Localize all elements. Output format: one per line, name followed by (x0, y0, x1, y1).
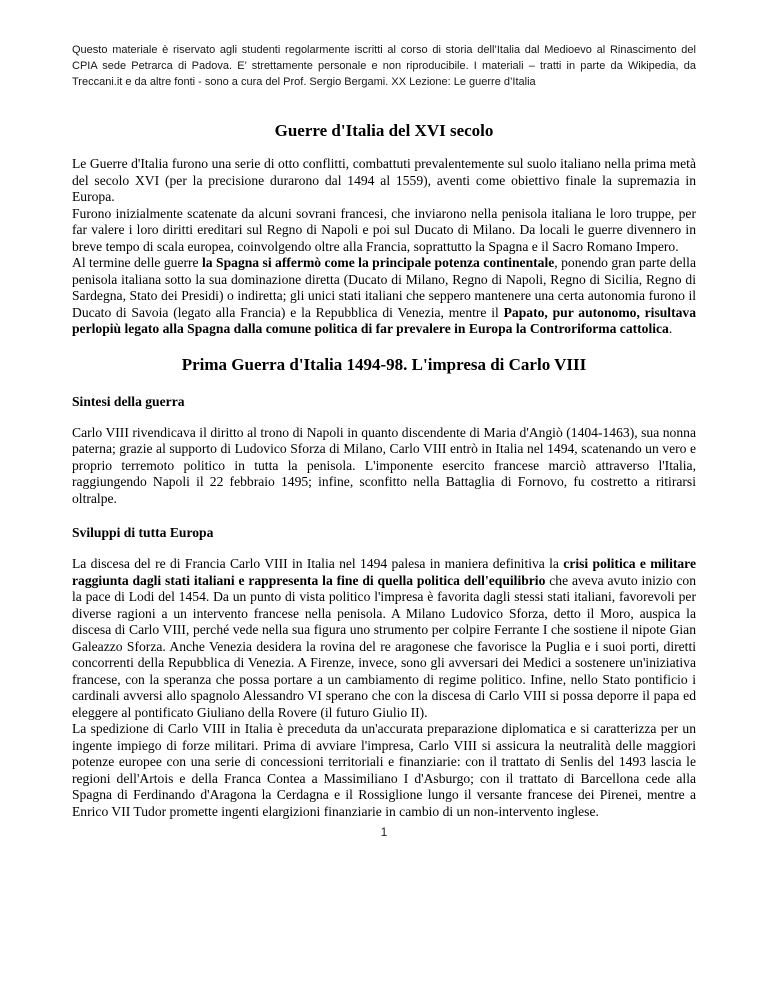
text-run: Le Guerre d'Italia furono una serie di otto conflitti, combattuti prevalentemente sul suolo italiano nella prima metà del secolo XVI (per la precisione durarono dal 1494 al 1559), aventi come obiettivo finale la supremazia in Europa. (72, 156, 696, 204)
section-subheading: Sviluppi di tutta Europa (72, 525, 214, 540)
paragraph (72, 206, 696, 256)
text-run: Furono inizialmente scatenate da alcuni sovrani francesi, che inviarono nella penisola italiana le loro truppe, per far valere i loro diritti ereditari sul Regno di Napoli e poi sul Ducato di Milano. Da locali le guerre divennero in breve tempo di scala europea, coinvolgendo oltre alla Francia, soprattutto la Spagna e il Sacro Romano Impero. (72, 205, 696, 254)
text-run: che aveva avuto inizio con la pace di Lodi del 1454. Da un punto di vista politico l'impresa è favorita dagli stessi stati italiani, favorevoli per diverse ragioni a un intervento francese nella penisola. A Milano Ludovico Sforza, detto il Moro, auspica la discesa di Carlo VIII, perché vede nella sua figura uno strumento per colpire Ferrante I che sostiene il nipote Gian Galeazzo Sforza. Anche Venezia desidera la rovina del re aragonese che favorisce la Puglia e i suoi porti, diretti concorrenti della Repubblica di Venezia. A Firenze, invece, sono gli avversari dei Medici a sostenere un'iniziativa francese, con la speranza che possa portare a un cambiamento di regime politico. Infine, nello Stato pontificio i cardinali avversi allo spagnolo Alessandro VI sperano che con la discesa di Carlo VIII si possa deporre il papa ed eleggere al pontificato Giuliano della Rovere (il futuro Giulio II). (72, 572, 696, 720)
text-run: , ponendo gran parte della penisola italiana sotto la sua dominazione diretta (Ducato di Milano, Regno di Napoli, Regno di Sicilia, Regno di Sardegna, Stato dei Presidi) o indiretta; gli unici stati italiani che seppero mantenere una certa autonomia furono il Ducato di Savoia (legato alla Francia) e la Repubblica di Venezia, mentre il (72, 255, 696, 320)
section-title: Prima Guerra d'Italia 1494-98. L'impresa di Carlo VIII (181, 354, 587, 374)
section-title: Guerre d'Italia del XVI secolo (274, 121, 494, 140)
bold-text-run: crisi politica e militare raggiunta dagli stati italiani e rappresenta la fine di quella politica dell'equilibrio (72, 556, 697, 588)
header-disclaimer-note: Questo materiale è riservato agli studenti regolarmente iscritti al corso di storia dell’Italia dal Medioevo al Rinascimento del CPIA sede Petrarca di Padova. E’ strettamente personale e non riproducibile. I materiali – tratti in parte da Wikipedia, da Treccani.it e da altre fonti - sono a cura del Prof. Sergio Bergami. XX Lezione: Le guerre d’Italia (72, 44, 696, 88)
paragraph (72, 425, 696, 508)
bold-text-run: la Spagna si affermò come la principale potenza continentale (202, 255, 555, 270)
paragraph (72, 255, 696, 338)
bold-text-run: Papato, pur autonomo, risultava perlopiù legato alla Spagna dalla comune politica di far prevalere in Europa la Controriforma cattolica (72, 304, 696, 336)
text-run: La discesa del re di Francia Carlo VIII in Italia nel 1494 palesa in maniera definitiva la (72, 556, 564, 571)
page-number: 1 (380, 825, 388, 839)
text-run: La spedizione di Carlo VIII in Italia è preceduta da un'accurata preparazione diplomatica e si caratterizza per un ingente impiego di forze militari. Prima di avviare l'impresa, Carlo VIII si assicura la neutralità delle maggiori potenze europee con una serie di concessioni territoriali e finanziarie: con il trattato di Senlis del 1493 lascia le regioni dell'Artois e della Franca Contea a Massimiliano I d'Asburgo; con il trattato di Barcellona cede alla Spagna di Ferdinando d'Aragona la Cerdagna e il Rossiglione lungo il versante francese dei Pirenei, mentre a Enrico VII Tudor promette ingenti elargizioni finanziarie in cambio di un non-intervento inglese. (72, 721, 696, 819)
paragraph (72, 721, 696, 820)
text-run: Al termine delle guerre (72, 255, 203, 270)
paragraph (72, 156, 696, 206)
paragraph (72, 556, 696, 721)
section-subheading: Sintesi della guerra (72, 393, 185, 409)
text-run: Carlo VIII rivendicava il diritto al trono di Napoli in quanto discendente di Maria d'Angiò (1404-1463), sua nonna paterna; grazie al supporto di Ludovico Sforza di Milano, Carlo VIII entrò in Italia nel 1494, scatenando un vero e proprio terremoto politico in tutta la penisola. L'imponente esercito francese marciò attraverso l'Italia, raggiungendo Napoli il 22 febbraio 1495; infine, sconfitto nella Battaglia di Fornovo, fu costretto a ritirarsi oltralpe. (72, 424, 696, 506)
document-content (72, 120, 696, 820)
text-run: . (668, 321, 673, 336)
